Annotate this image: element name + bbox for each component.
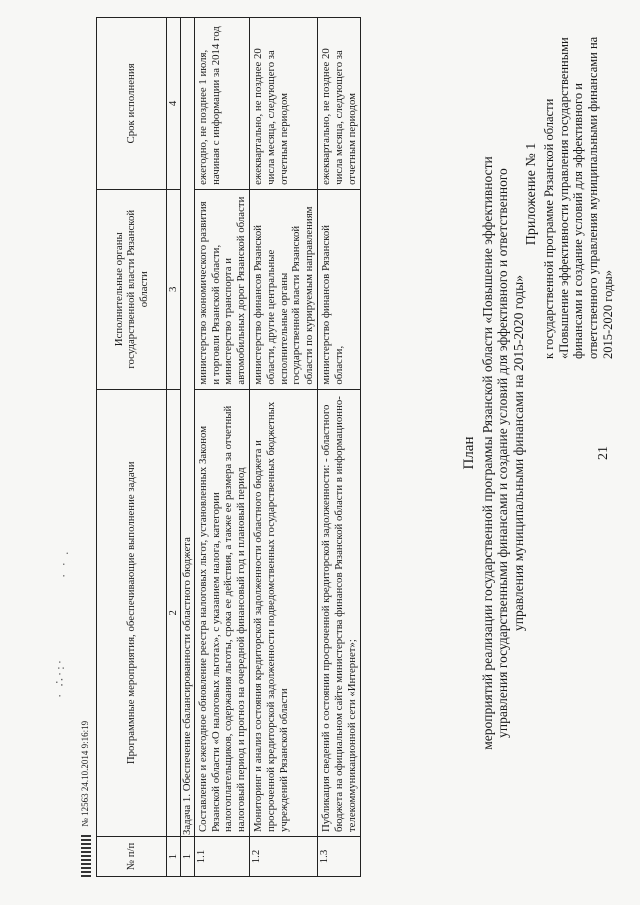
plan-subtitle: мероприятий реализации государственной программы Рязанской области «Повышение эффективности управления государственными финансами и создание условий для эффективного и ответственного управления муниципальными финансами на 2015-2020 годы»: [479, 156, 526, 750]
page-number: 21: [596, 446, 611, 460]
row-executor: министерство экономического развития и торговли Рязанской области, министерство транспорта и автомобильных дорог Рязанской области: [195, 189, 250, 389]
header-executor: Исполнительные органы государственной власти Рязанской области: [97, 189, 167, 389]
row-executor: министерство финансов Рязанской области, другие центральные исполнительные органы государственной власти Рязанской области по курируемым направлениям: [250, 189, 318, 389]
task-text: Задача 1. Обеспечение сбалансированности областного бюджета: [181, 18, 195, 837]
header-deadline: Срок исполнения: [97, 18, 167, 190]
column-number-row: [167, 18, 181, 877]
header-measure: Программные мероприятия, обеспечивающие выполнение задачи: [97, 389, 167, 836]
row-deadline: ежеквартально, не позднее 20 числа месяца, следующего за отчетным периодом: [250, 18, 318, 190]
scan-marks: · ∴·:·: [52, 657, 67, 698]
col-num-4: 4: [167, 18, 181, 190]
plan-heading: [462, 143, 526, 763]
col-num-2: 2: [167, 389, 181, 836]
plan-title: План: [461, 436, 477, 470]
row-executor: министерство финансов Рязанской области,: [318, 189, 361, 389]
barcode-logo-icon: [81, 835, 91, 877]
row-measure: Мониторинг и анализ состояния кредиторской задолженности областного бюджета и просроченной кредиторской задолженности подведомственных государственных бюджетных учреждений Рязанской области: [250, 389, 318, 836]
stamp-text: № 12563 24.10.2014 9:16:19: [80, 720, 90, 827]
appendix-text: к государственной программе Рязанской области «Повышение эффективности управления государственными финансами и создание условий для эффективного и ответственного управления муниципальными финансами на 2015-2020 годы»: [542, 36, 616, 359]
appendix-title: Приложение № 1: [524, 142, 540, 246]
rotated-page: [12, 13, 622, 893]
scan-marks-2: · · .: [56, 549, 71, 578]
table-row: [195, 18, 250, 877]
row-deadline: ежегодно, не позднее 1 июля, начиная с информации за 2014 год: [195, 18, 250, 190]
registration-stamp: [78, 657, 92, 877]
row-measure: Составление и ежегодное обновление реестра налоговых льгот, установленных Законом Рязанской области «О налоговых льготах», с указанием налога, категории налогоплательщиков, содержания льготы, срока ее действия, а также ее размера за отчетный налоговый период и прогноз на очередной финансовый год и плановый период: [195, 389, 250, 836]
row-num: 1.1: [195, 837, 250, 877]
row-deadline: ежеквартально, не позднее 20 числа месяца, следующего за отчетным периодом: [318, 18, 361, 190]
table-header-row: [97, 18, 167, 877]
col-num-3: 3: [167, 189, 181, 389]
row-num: 1.2: [250, 837, 318, 877]
col-num-1: 1: [167, 837, 181, 877]
task-row: [181, 18, 195, 877]
appendix-block: [525, 29, 616, 359]
row-num: 1.3: [318, 837, 361, 877]
table-row: [318, 18, 361, 877]
header-num: № п/п: [97, 837, 167, 877]
table-row: [250, 18, 318, 877]
plan-table: [96, 17, 361, 877]
row-measure: Публикация сведений о состоянии просроченной кредиторской задолженности: - областного бюджета на официальном сайте министерства финансов Рязанской области в информационно-телекоммуникационной сети «Интернет»;: [318, 389, 361, 836]
task-num: 1: [181, 837, 195, 877]
